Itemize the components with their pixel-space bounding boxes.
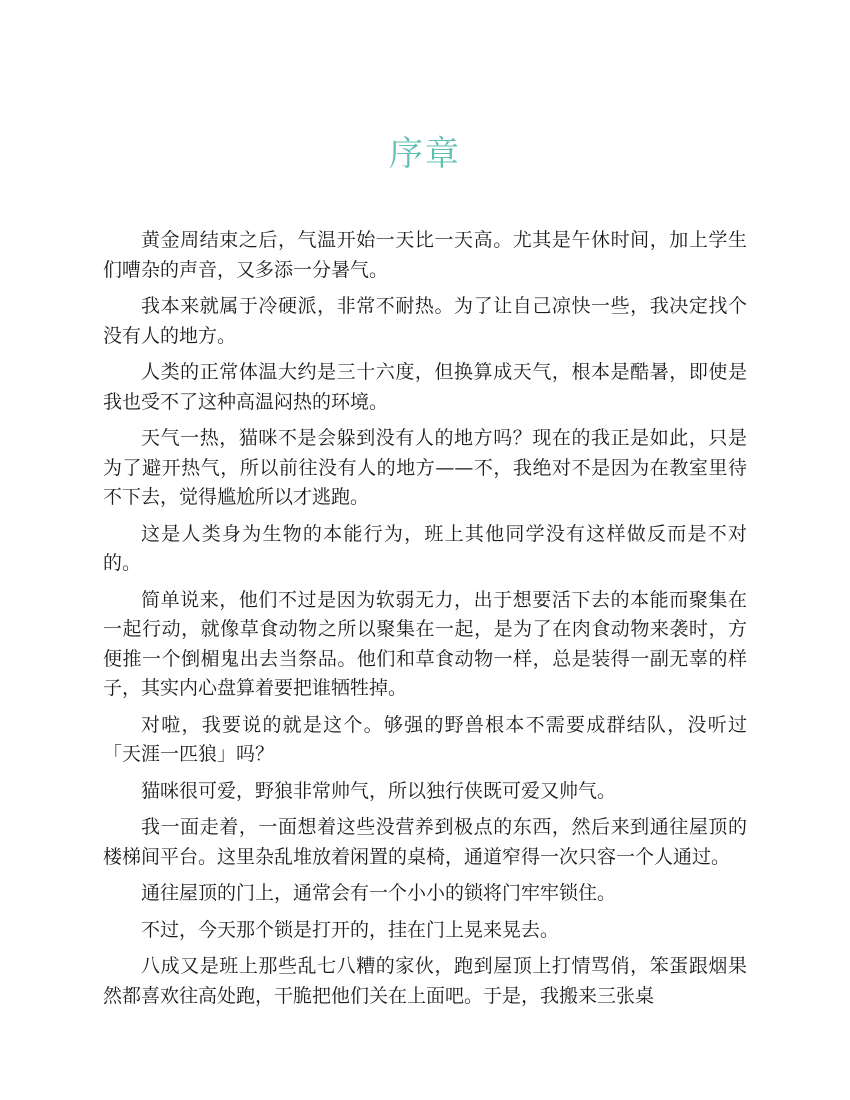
paragraph: 八成又是班上那些乱七八糟的家伙，跑到屋顶上打情骂俏，笨蛋跟烟果然都喜欢往高处跑，干脆把他们关在上面吧。于是，我搬来三张桌: [103, 955, 747, 1007]
paragraph: 天气一热，猫咪不是会躲到没有人的地方吗？现在的我正是如此，只是为了避开热气，所以前往没有人的地方——不，我绝对不是因为在教室里待不下去，觉得尴尬所以才逃跑。: [103, 427, 747, 508]
chapter-title: 序章: [389, 134, 461, 174]
paragraph: 通往屋顶的门上，通常会有一个小小的锁将门牢牢锁住。: [141, 882, 617, 904]
paragraph: 这是人类身为生物的本能行为，班上其他同学没有这样做反而是不对的。: [103, 522, 747, 574]
paragraph: 猫咪很可爱，野狼非常帅气，所以独行侠既可爱又帅气。: [141, 779, 617, 802]
paragraph: 我一面走着，一面想着这些没营养到极点的东西，然后来到通往屋顶的楼梯间平台。这里杂乱堆放着闲置的桌椅，通道窄得一次只容一个人通过。: [103, 816, 747, 868]
chapter-body: [103, 226, 747, 1018]
paragraph: 黄金周结束之后，气温开始一天比一天高。尤其是午休时间，加上学生们嘈杂的声音，又多添一分暑气。: [103, 229, 747, 281]
paragraph: 对啦，我要说的就是这个。够强的野兽根本不需要成群结队，没听过「天涯一匹狼」吗？: [103, 713, 747, 765]
paragraph: 简单说来，他们不过是因为软弱无力，出于想要活下去的本能而聚集在一起行动，就像草食动物之所以聚集在一起，是为了在肉食动物来袭时，方便推一个倒楣鬼出去当祭品。他们和草食动物一样，总是装得一副无辜的样子，其实内心盘算着要把谁牺牲掉。: [103, 588, 747, 699]
paragraph: 我本来就属于冷硬派，非常不耐热。为了让自己凉快一些，我决定找个没有人的地方。: [103, 295, 747, 347]
paragraph: 不过，今天那个锁是打开的，挂在门上晃来晃去。: [141, 918, 560, 941]
paragraph: 人类的正常体温大约是三十六度，但换算成天气，根本是酷暑，即使是我也受不了这种高温闷热的环境。: [103, 361, 747, 413]
